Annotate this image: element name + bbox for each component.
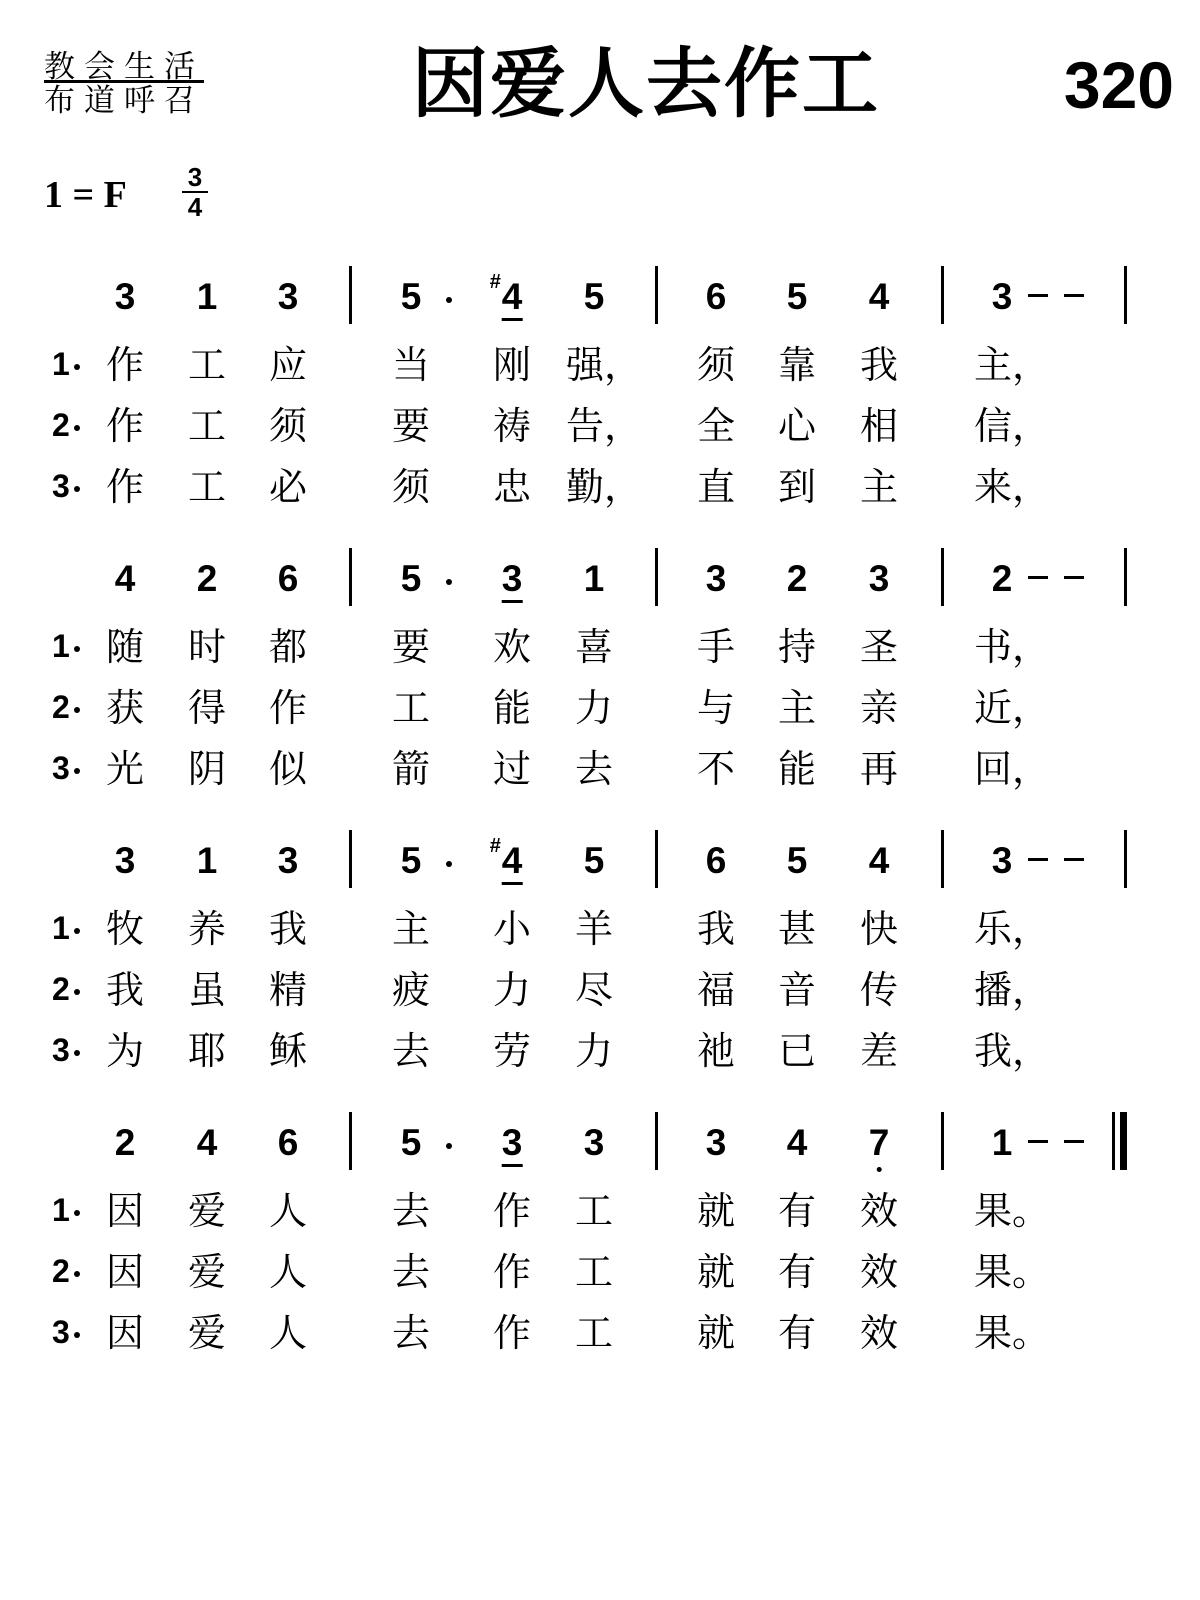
bar-line [1112, 1112, 1115, 1170]
lyric-syllable: 应 [268, 343, 308, 387]
lyric-syllable: 去 [574, 747, 614, 791]
jianpu-note [401, 842, 422, 879]
verse-dot [74, 707, 80, 713]
lyric-syllable: 甚 [777, 907, 817, 951]
lyric-syllable: 直 [696, 465, 736, 509]
lyric-syllable: 得 [187, 686, 227, 730]
lyric-syllable: 有 [777, 1189, 817, 1233]
jianpu-note [787, 842, 808, 879]
lyric-syllable: 就 [696, 1311, 736, 1355]
lyric-syllable: 就 [696, 1250, 736, 1294]
note-digit: 3 [114, 276, 136, 317]
jianpu-note [869, 560, 890, 597]
note-digit: 3 [991, 840, 1013, 881]
bar-line [941, 266, 944, 324]
lyric-syllable: 喜 [574, 625, 614, 669]
verse-dot [74, 1271, 80, 1277]
jianpu-note [401, 560, 422, 597]
verse-dot [74, 486, 80, 492]
lyric-syllable: 忠 [492, 465, 532, 509]
lyric-syllable: 已 [777, 1029, 817, 1073]
bar-line [1124, 830, 1127, 888]
note-digit: 3 [501, 1122, 523, 1163]
verse-dot [74, 1332, 80, 1338]
hold-dash [1064, 576, 1084, 579]
lyric-syllable: 作 [492, 1311, 532, 1355]
verse-dot [74, 646, 80, 652]
jianpu-note [401, 278, 422, 315]
hold-dash [1028, 294, 1048, 297]
lyric-syllable: 圣 [859, 625, 899, 669]
jianpu-note [584, 842, 605, 879]
jianpu-note [706, 278, 727, 315]
lyric-syllable: 能 [492, 686, 532, 730]
hold-dash [1064, 294, 1084, 297]
note-digit: 3 [501, 558, 523, 599]
note-digit: 3 [277, 276, 299, 317]
lyric-syllable: 小 [492, 907, 532, 951]
final-bar-line [1120, 1112, 1127, 1170]
lyric-syllable: 获 [105, 686, 145, 730]
lyric-syllable: 力 [574, 686, 614, 730]
lyric-syllable: 工 [187, 465, 227, 509]
lyric-syllable: 作 [105, 465, 145, 509]
lyric-syllable: 播， [973, 968, 1051, 1012]
lyric-syllable: 工 [187, 404, 227, 448]
lyric-syllable: 心 [777, 404, 817, 448]
verse-number [52, 470, 80, 502]
lyric-syllable: 去 [391, 1311, 431, 1355]
verse-dot [74, 989, 80, 995]
lyric-syllable: 牧 [105, 907, 145, 951]
jianpu-note [584, 560, 605, 597]
jianpu-note [278, 842, 299, 879]
note-digit: 6 [277, 558, 299, 599]
note-digit: 1 [991, 1122, 1013, 1163]
bar-line [941, 548, 944, 606]
verse-number [52, 409, 80, 441]
lyric-syllable: 因 [105, 1311, 145, 1355]
jianpu-note [115, 842, 136, 879]
lyric-syllable: 劳 [492, 1029, 532, 1073]
jianpu-note [992, 560, 1013, 597]
note-digit: 4 [786, 1122, 808, 1163]
note-digit: 4 [868, 276, 890, 317]
time-signature [182, 164, 208, 220]
verse-number [52, 691, 80, 723]
augmentation-dot [446, 861, 452, 867]
lyric-syllable: 主 [777, 686, 817, 730]
verse-dot [74, 928, 80, 934]
lyric-syllable: 相 [859, 404, 899, 448]
jianpu-note [787, 560, 808, 597]
jianpu-note [401, 1124, 422, 1161]
note-digit: 6 [705, 276, 727, 317]
jianpu-note [489, 271, 523, 317]
note-digit: 6 [705, 840, 727, 881]
music-system [0, 834, 1200, 1094]
verse-number-text: 2 [52, 689, 70, 725]
hold-dash [1028, 858, 1048, 861]
time-denominator: 4 [182, 191, 208, 220]
lyric-syllable: 告， [565, 404, 643, 448]
lyric-syllable: 当 [391, 343, 431, 387]
lyric-syllable: 到 [777, 465, 817, 509]
bar-line [1124, 548, 1127, 606]
jianpu-note [197, 1124, 218, 1161]
note-digit: 4 [501, 840, 523, 881]
lyric-syllable: 羊 [574, 907, 614, 951]
lyric-syllable: 精 [268, 968, 308, 1012]
note-digit: 2 [786, 558, 808, 599]
bar-line [655, 548, 658, 606]
lyric-syllable: 手 [696, 625, 736, 669]
lyric-syllable: 再 [859, 747, 899, 791]
verse-dot [74, 364, 80, 370]
lyric-syllable: 似 [268, 747, 308, 791]
lyric-syllable: 我 [859, 343, 899, 387]
lyric-syllable: 福 [696, 968, 736, 1012]
lyric-syllable: 爱 [187, 1311, 227, 1355]
note-digit: 3 [991, 276, 1013, 317]
lyric-syllable: 就 [696, 1189, 736, 1233]
lyric-syllable: 人 [268, 1311, 308, 1355]
lyric-syllable: 都 [268, 625, 308, 669]
note-digit: 5 [583, 840, 605, 881]
verse-number [52, 348, 80, 380]
verse-dot [74, 1210, 80, 1216]
lyric-syllable: 因 [105, 1250, 145, 1294]
lyric-syllable: 须 [268, 404, 308, 448]
lyric-syllable: 效 [859, 1250, 899, 1294]
verse-number [52, 1034, 80, 1066]
note-digit: 3 [705, 558, 727, 599]
lyric-syllable: 快 [859, 907, 899, 951]
jianpu-note [197, 560, 218, 597]
hymn-number: 320 [1063, 48, 1174, 122]
lyric-syllable: 果。 [973, 1250, 1051, 1294]
hold-dash [1064, 1140, 1084, 1143]
verse-dot [74, 425, 80, 431]
lyric-syllable: 传 [859, 968, 899, 1012]
note-digit: 5 [400, 276, 422, 317]
lyric-syllable: 音 [777, 968, 817, 1012]
lyric-syllable: 工 [574, 1250, 614, 1294]
lyric-syllable: 工 [187, 343, 227, 387]
lyric-syllable: 能 [777, 747, 817, 791]
lyric-syllable: 耶 [187, 1029, 227, 1073]
jianpu-note [278, 278, 299, 315]
lyric-syllable: 果。 [973, 1311, 1051, 1355]
category-line-1: 教会生活 [44, 49, 204, 85]
verse-number [52, 1255, 80, 1287]
lyric-syllable: 人 [268, 1189, 308, 1233]
lyric-syllable: 主 [859, 465, 899, 509]
lyric-syllable: 书， [973, 625, 1051, 669]
augmentation-dot [446, 579, 452, 585]
bar-line [1124, 266, 1127, 324]
verse-number [52, 1194, 80, 1226]
note-digit: 4 [868, 840, 890, 881]
lyric-syllable: 作 [492, 1250, 532, 1294]
lyric-syllable: 稣 [268, 1029, 308, 1073]
verse-number [52, 912, 80, 944]
lyric-syllable: 爱 [187, 1189, 227, 1233]
jianpu-note [115, 560, 136, 597]
lyric-syllable: 工 [574, 1311, 614, 1355]
lyric-syllable: 效 [859, 1311, 899, 1355]
lyric-syllable: 工 [391, 686, 431, 730]
lyric-syllable: 刚 [492, 343, 532, 387]
lyric-syllable: 力 [574, 1029, 614, 1073]
lyric-syllable: 尽 [574, 968, 614, 1012]
jianpu-note [706, 842, 727, 879]
lyric-syllable: 作 [268, 686, 308, 730]
note-digit: 2 [991, 558, 1013, 599]
note-digit: 5 [583, 276, 605, 317]
lyric-syllable: 作 [105, 343, 145, 387]
note-digit: 5 [786, 840, 808, 881]
jianpu-note [489, 835, 523, 881]
key-signature: 1 = F [44, 174, 127, 216]
lyric-syllable: 疲 [391, 968, 431, 1012]
verse-dot [74, 768, 80, 774]
bar-line [349, 548, 352, 606]
note-digit: 4 [196, 1122, 218, 1163]
bar-line [349, 266, 352, 324]
augmentation-dot [446, 297, 452, 303]
hold-dash [1028, 1140, 1048, 1143]
jianpu-note [787, 278, 808, 315]
lyric-syllable: 要 [391, 625, 431, 669]
lyric-syllable: 力 [492, 968, 532, 1012]
verse-number-text: 2 [52, 407, 70, 443]
verse-number [52, 1316, 80, 1348]
verse-number-text: 1 [52, 910, 70, 946]
lyric-syllable: 作 [105, 404, 145, 448]
verse-number-text: 3 [52, 1314, 70, 1350]
note-digit: 4 [114, 558, 136, 599]
jianpu-note [992, 278, 1013, 315]
note-digit: 2 [114, 1122, 136, 1163]
hold-dash [1028, 576, 1048, 579]
lyric-syllable: 爱 [187, 1250, 227, 1294]
lyric-syllable: 须 [391, 465, 431, 509]
lyric-syllable: 人 [268, 1250, 308, 1294]
lyric-syllable: 近， [973, 686, 1051, 730]
verse-number [52, 973, 80, 1005]
hold-dash [1064, 858, 1084, 861]
lyric-syllable: 我 [268, 907, 308, 951]
lyric-syllable: 光 [105, 747, 145, 791]
lyric-syllable: 欢 [492, 625, 532, 669]
lyric-syllable: 我， [973, 1029, 1051, 1073]
lyric-syllable: 与 [696, 686, 736, 730]
lyric-syllable: 虽 [187, 968, 227, 1012]
jianpu-note [197, 278, 218, 315]
low-octave-dot [877, 1167, 882, 1172]
jianpu-note [706, 1124, 727, 1161]
lyric-syllable: 效 [859, 1189, 899, 1233]
lyric-syllable: 我 [105, 968, 145, 1012]
category-line-2: 布道呼召 [44, 83, 204, 119]
lyric-syllable: 主 [391, 907, 431, 951]
lyric-syllable: 持 [777, 625, 817, 669]
verse-number-text: 1 [52, 346, 70, 382]
lyric-syllable: 勤， [565, 465, 643, 509]
note-digit: 1 [583, 558, 605, 599]
jianpu-note [502, 560, 523, 597]
jianpu-note [992, 842, 1013, 879]
lyric-syllable: 随 [105, 625, 145, 669]
jianpu-note [787, 1124, 808, 1161]
bar-line [941, 1112, 944, 1170]
jianpu-note [869, 842, 890, 879]
lyric-syllable: 信， [973, 404, 1051, 448]
lyric-syllable: 亲 [859, 686, 899, 730]
lyric-syllable: 祂 [696, 1029, 736, 1073]
bar-line [349, 1112, 352, 1170]
jianpu-note [502, 1124, 523, 1161]
verse-number-text: 3 [52, 1032, 70, 1068]
lyric-syllable: 果。 [973, 1189, 1051, 1233]
lyric-syllable: 作 [492, 1189, 532, 1233]
note-digit: 3 [868, 558, 890, 599]
lyric-syllable: 去 [391, 1189, 431, 1233]
bar-line [349, 830, 352, 888]
note-digit: 5 [786, 276, 808, 317]
bar-line [941, 830, 944, 888]
verse-number-text: 3 [52, 750, 70, 786]
lyric-syllable: 全 [696, 404, 736, 448]
lyric-syllable: 养 [187, 907, 227, 951]
lyric-syllable: 过 [492, 747, 532, 791]
lyric-syllable: 强， [565, 343, 643, 387]
note-digit: 5 [400, 1122, 422, 1163]
verse-number-text: 2 [52, 1253, 70, 1289]
jianpu-note [869, 278, 890, 315]
music-system [0, 552, 1200, 812]
lyric-syllable: 不 [696, 747, 736, 791]
verse-number-text: 3 [52, 468, 70, 504]
lyric-syllable: 阴 [187, 747, 227, 791]
music-system [0, 270, 1200, 530]
jianpu-note [992, 1124, 1013, 1161]
jianpu-note [197, 842, 218, 879]
jianpu-note [278, 1124, 299, 1161]
note-digit: 5 [400, 558, 422, 599]
sharp-sign: # [489, 835, 501, 857]
lyric-syllable: 祷 [492, 404, 532, 448]
hymn-title: 因爱人去作工 [412, 39, 880, 128]
lyric-syllable: 靠 [777, 343, 817, 387]
jianpu-note [278, 560, 299, 597]
verse-number-text: 1 [52, 628, 70, 664]
lyric-syllable: 主， [973, 343, 1051, 387]
note-digit: 3 [277, 840, 299, 881]
lyric-syllable: 须 [696, 343, 736, 387]
time-numerator: 3 [187, 162, 203, 192]
jianpu-note [584, 278, 605, 315]
lyric-syllable: 我 [696, 907, 736, 951]
bar-line [655, 266, 658, 324]
jianpu-note [115, 1124, 136, 1161]
note-digit: 1 [196, 276, 218, 317]
note-digit: 3 [583, 1122, 605, 1163]
jianpu-note [869, 1124, 890, 1161]
note-digit: 3 [705, 1122, 727, 1163]
lyric-syllable: 有 [777, 1250, 817, 1294]
lyric-syllable: 差 [859, 1029, 899, 1073]
lyric-syllable: 工 [574, 1189, 614, 1233]
note-digit: 6 [277, 1122, 299, 1163]
verse-number-text: 2 [52, 971, 70, 1007]
augmentation-dot [446, 1143, 452, 1149]
lyric-syllable: 去 [391, 1250, 431, 1294]
lyric-syllable: 要 [391, 404, 431, 448]
note-digit: 2 [196, 558, 218, 599]
note-digit: 3 [114, 840, 136, 881]
music-system [0, 1116, 1200, 1376]
lyric-syllable: 箭 [391, 747, 431, 791]
lyric-syllable: 因 [105, 1189, 145, 1233]
lyric-syllable: 时 [187, 625, 227, 669]
note-digit: 5 [400, 840, 422, 881]
verse-number-text: 1 [52, 1192, 70, 1228]
jianpu-note [584, 1124, 605, 1161]
lyric-syllable: 为 [105, 1029, 145, 1073]
note-digit: 1 [196, 840, 218, 881]
bar-line [655, 1112, 658, 1170]
lyric-syllable: 必 [268, 465, 308, 509]
verse-number [52, 630, 80, 662]
note-digit: 7 [868, 1122, 890, 1163]
lyric-syllable: 来， [973, 465, 1051, 509]
lyric-syllable: 乐， [973, 907, 1051, 951]
lyric-syllable: 去 [391, 1029, 431, 1073]
sharp-sign: # [489, 271, 501, 293]
lyric-syllable: 有 [777, 1311, 817, 1355]
jianpu-note [115, 278, 136, 315]
bar-line [655, 830, 658, 888]
verse-number [52, 752, 80, 784]
note-digit: 4 [501, 276, 523, 317]
verse-dot [74, 1050, 80, 1056]
lyric-syllable: 回， [973, 747, 1051, 791]
jianpu-note [706, 560, 727, 597]
